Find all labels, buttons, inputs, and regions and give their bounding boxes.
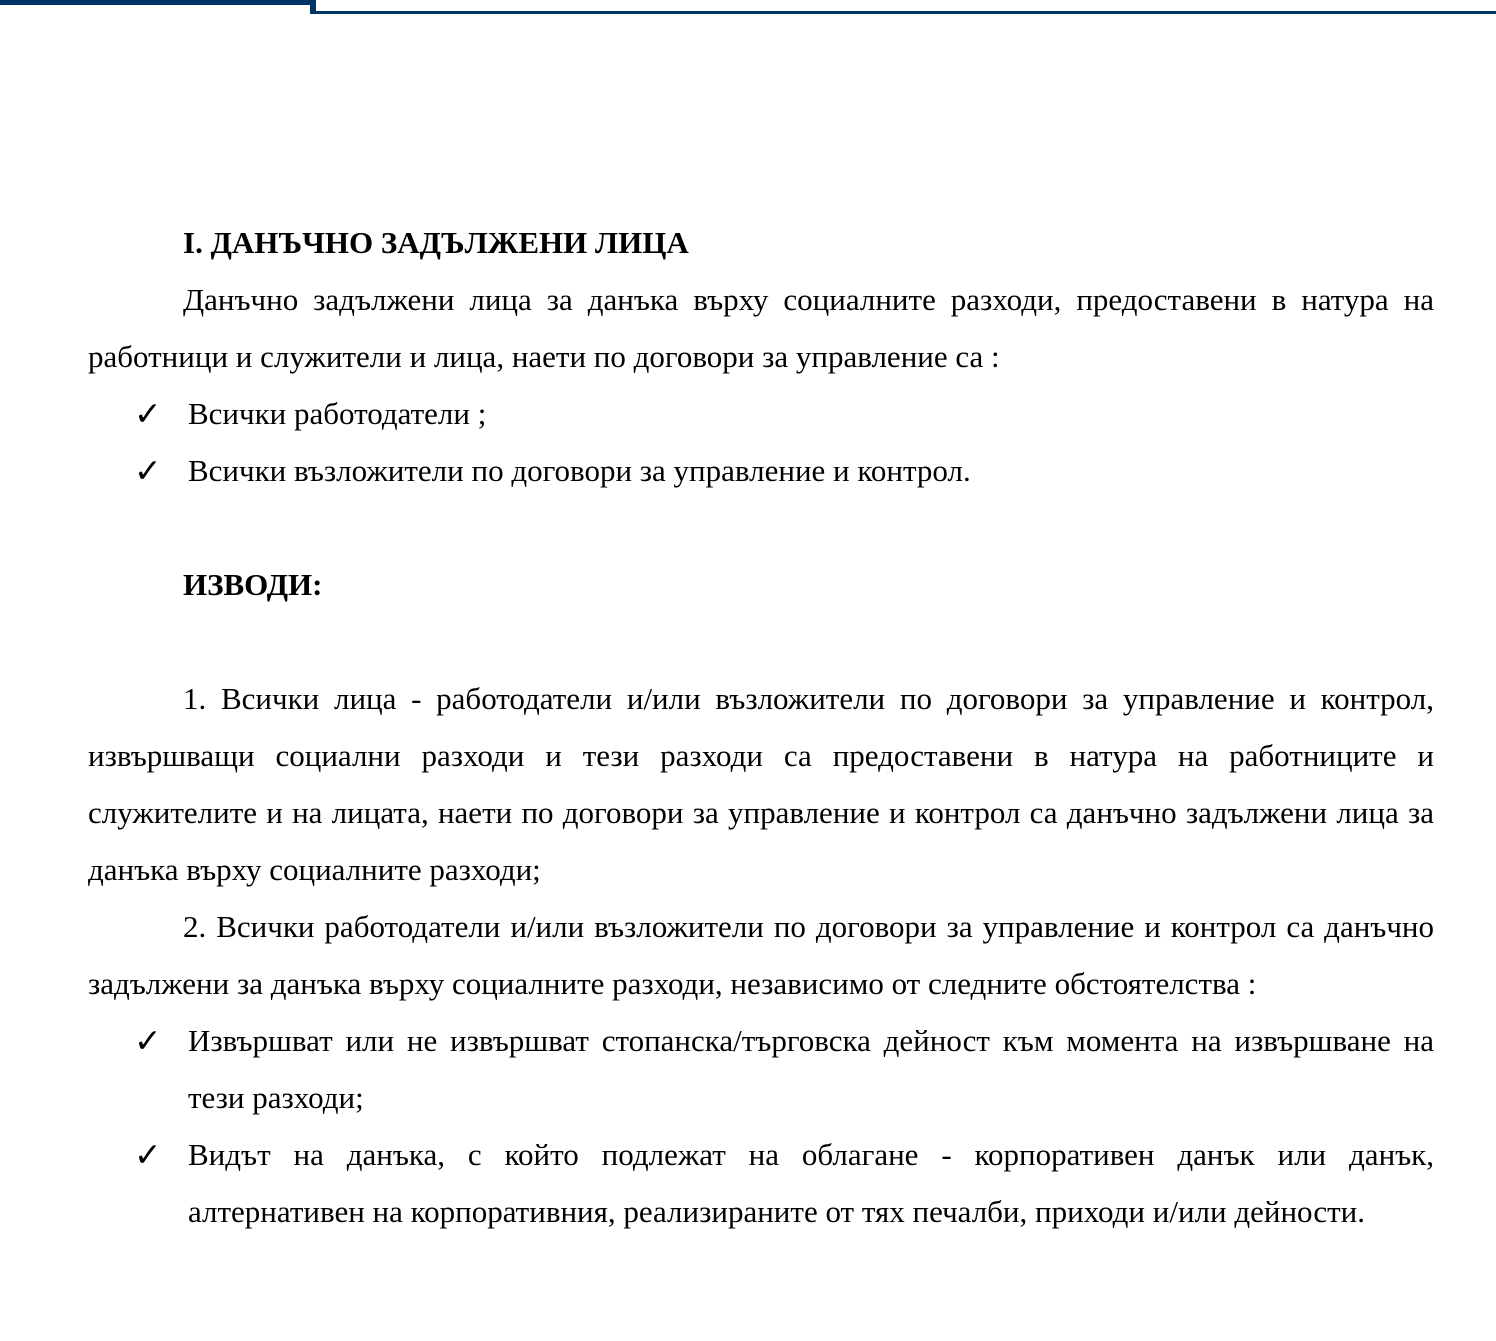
list-item-text: Извършват или не извършват стопанска/търговска дейност към момента на извършване на тези разходи; (188, 1023, 1434, 1115)
checkmark-icon: ✓ (134, 1021, 162, 1060)
list-item (134, 385, 1434, 442)
checkmark-icon: ✓ (134, 1135, 162, 1174)
table-border-fragment-right (316, 11, 1496, 14)
blank-line (88, 499, 1434, 556)
section-heading-taxable-persons: I. ДАНЪЧНО ЗАДЪЛЖЕНИ ЛИЦА (183, 225, 689, 260)
conclusion-paragraph-1: 1. Всички лица - работодатели и/или възложители по договори за управление и контрол, извършващи социални разходи и тези разходи са предоставени в натура на работниците и служителите и на лицата, наети по договори за управление и контрол са данъчно задължени лица за данъка върху социалните разходи; (88, 681, 1434, 887)
list-item (134, 1126, 1434, 1240)
conclusion-paragraph-2: 2. Всички работодатели и/или възложители по договори за управление и контрол са данъчно задължени за данъка върху социалните разходи, независимо от следните обстоятелства : (88, 909, 1434, 1001)
list-item-text: Всички работодатели ; (188, 396, 487, 431)
intro-paragraph: Данъчно задължени лица за данъка върху социалните разходи, предоставени в натура на работници и служители и лица, наети по договори за управление са : (88, 282, 1434, 374)
circumstances-list (134, 1012, 1434, 1240)
list-item-text: Видът на данъка, с който подлежат на облагане - корпоративен данък или данък, алтернативен на корпоративния, реализираните от тях печалби, приходи и/или дейности. (188, 1137, 1434, 1229)
taxpayers-list (134, 385, 1434, 499)
checkmark-icon: ✓ (134, 394, 162, 433)
checkmark-icon: ✓ (134, 451, 162, 490)
document-body (88, 214, 1434, 1240)
list-item (134, 1012, 1434, 1126)
section-heading-conclusions: ИЗВОДИ: (183, 567, 323, 602)
blank-line (88, 613, 1434, 670)
list-item (134, 442, 1434, 499)
list-item-text: Всички възложители по договори за управление и контрол. (188, 453, 971, 488)
table-border-fragment-left (0, 0, 312, 5)
